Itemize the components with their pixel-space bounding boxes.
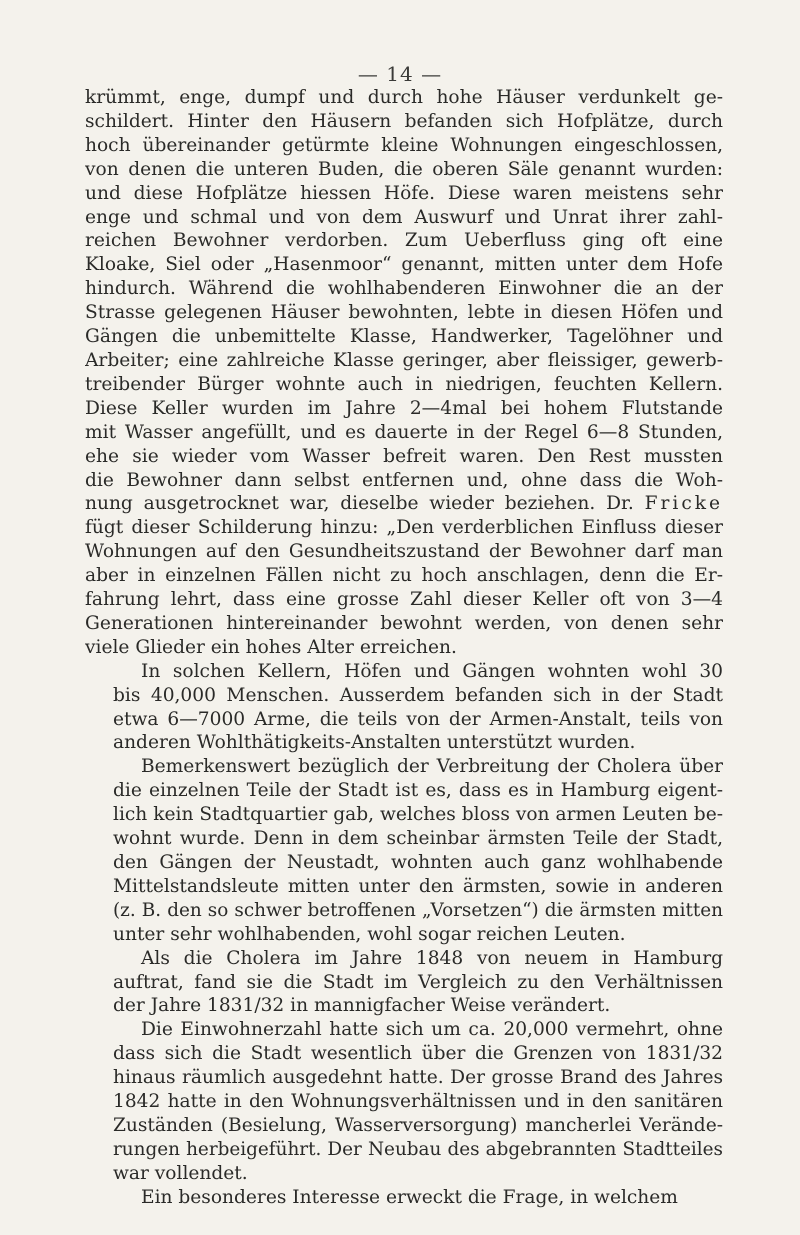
text-line: die Bewohner dann selbst entfernen und, ohne dass die Woh- — [85, 469, 723, 491]
text-line: Die Einwohnerzahl hatte sich um ca. 20,000 vermehrt, ohne — [141, 1019, 723, 1041]
text-line: enge und schmal und von dem Auswurf und Unrat ihrer zahl- — [85, 206, 723, 228]
text-line: Arbeiter; eine zahlreiche Klasse geringer, aber fleissiger, gewerb- — [85, 349, 723, 371]
text-line: schildert. Hinter den Häusern befanden sich Hofplätze, durch — [85, 110, 723, 132]
text-line: krümmt, enge, dumpf und durch hohe Häuser verdunkelt ge- — [85, 87, 723, 108]
text-line: Zuständen (Besielung, Wasserversorgung) mancherlei Verände- — [113, 1114, 723, 1136]
text-line: hoch übereinander getürmte kleine Wohnungen eingeschlossen, — [85, 134, 723, 156]
text-line: den Gängen der Neustadt, wohnten auch ganz wohlhabende — [113, 852, 723, 873]
text-line: unter sehr wohlhabenden, wohl sogar reichen Leuten. — [113, 923, 626, 945]
text-line: hinaus räumlich ausgedehnt hatte. Der grosse Brand des Jahres — [113, 1067, 723, 1089]
text-line: und diese Hofplätze hiessen Höfe. Diese waren meistens sehr — [85, 182, 723, 204]
text-line: 1842 hatte in den Wohnungsverhältnissen und in den sanitären — [113, 1091, 723, 1113]
text-line: dass sich die Stadt wesentlich über die Grenzen von 1831/32 — [113, 1043, 723, 1065]
paragraph — [85, 86, 723, 660]
text-line: lich kein Stadtquartier gab, welches bloss von armen Leuten be- — [113, 804, 723, 826]
spaced-name: Fricke — [644, 493, 723, 515]
text-line: mit Wasser angefüllt, und es dauerte in der Regel 6—8 Stunden, — [85, 421, 723, 443]
text-line: Bemerkenswert bezüglich der Verbreitung der Cholera über — [141, 756, 723, 778]
paragraph — [85, 947, 723, 1019]
text-line: rungen herbeigeführt. Der Neubau des abgebrannten Stadtteiles — [113, 1138, 723, 1160]
text-line: auftrat, fand sie die Stadt im Vergleich zu den Verhältnissen — [113, 971, 723, 993]
text-line: Gängen die unbemittelte Klasse, Handwerker, Tagelöhner und — [85, 326, 723, 348]
text-line: (z. B. den so schwer betroffenen „Vorsetzen“) die ärmsten mitten — [113, 899, 723, 921]
text-line: die einzelnen Teile der Stadt ist es, dass es in Hamburg eigent- — [113, 780, 723, 802]
text-line: bis 40,000 Menschen. Ausserdem befanden sich in der Stadt — [113, 684, 723, 706]
text-line: nung ausgetrocknet war, dieselbe wieder beziehen. Dr. Fricke — [85, 493, 723, 515]
body-text — [85, 86, 723, 1210]
text-line: ehe sie wieder vom Wasser befreit waren. Den Rest mussten — [85, 445, 723, 467]
text-line: Strasse gelegenen Häuser bewohnten, lebte in diesen Höfen und — [85, 302, 723, 324]
page-number: — 14 — — [357, 62, 443, 86]
text-line: viele Glieder ein hohes Alter erreichen. — [85, 636, 457, 658]
text-line: Kloake, Siel oder „Hasenmoor“ genannt, mitten unter dem Hofe — [85, 254, 723, 276]
paragraph — [85, 1018, 723, 1185]
text-line: etwa 6—7000 Arme, die teils von der Armen-Anstalt, teils von — [113, 708, 723, 730]
text-line: Generationen hintereinander bewohnt werden, von denen sehr — [85, 612, 723, 634]
text-line: anderen Wohlthätigkeits-Anstalten unterstützt wurden. — [113, 732, 636, 754]
text-line: fahrung lehrt, dass eine grosse Zahl dieser Keller oft von 3—4 — [85, 589, 723, 611]
text-line: aber in einzelnen Fällen nicht zu hoch anschlagen, denn die Er- — [85, 565, 723, 587]
text-line: wohnt wurde. Denn in dem scheinbar ärmsten Teile der Stadt, — [113, 828, 723, 850]
paragraph — [85, 1186, 723, 1210]
text-line: Als die Cholera im Jahre 1848 von neuem in Hamburg — [141, 947, 723, 969]
text-line: In solchen Kellern, Höfen und Gängen wohnten wohl 30 — [141, 660, 723, 682]
text-line: reichen Bewohner verdorben. Zum Ueberfluss ging oft eine — [85, 230, 723, 252]
text-line: fügt dieser Schilderung hinzu: „Den verderblichen Einfluss dieser — [85, 517, 723, 539]
text-line: treibender Bürger wohnte auch in niedrigen, feuchten Kellern. — [85, 373, 723, 395]
text-line: Mittelstandsleute mitten unter den ärmsten, sowie in anderen — [113, 875, 723, 897]
text-line: Ein besonderes Interesse erweckt die Frage, in welchem — [141, 1186, 678, 1208]
text-line: Wohnungen auf den Gesundheitszustand der Bewohner darf man — [85, 541, 723, 563]
text-line: war vollendet. — [113, 1162, 248, 1184]
text-line: von denen die unteren Buden, die oberen Säle genannt wurden: — [85, 158, 723, 180]
text-line: Diese Keller wurden im Jahre 2—4mal bei hohem Flutstande — [85, 397, 723, 419]
paragraph — [85, 755, 723, 946]
paragraph — [85, 660, 723, 756]
text-line: hindurch. Während die wohlhabenderen Einwohner die an der — [85, 278, 723, 300]
text-line: der Jahre 1831/32 in mannigfacher Weise verändert. — [113, 995, 611, 1017]
